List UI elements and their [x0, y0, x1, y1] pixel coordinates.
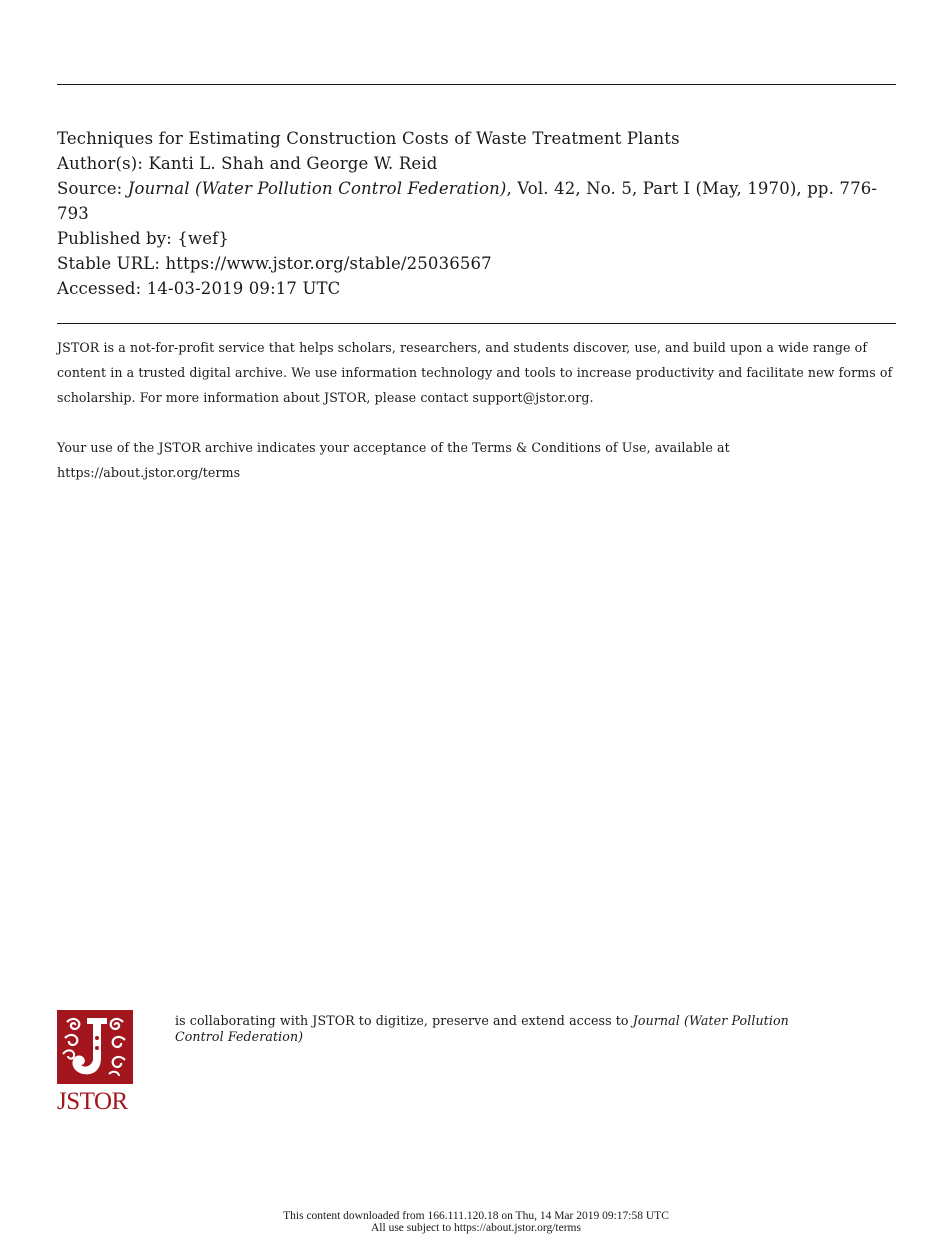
top-divider — [57, 84, 896, 85]
jstor-logo-mark-icon — [57, 1010, 133, 1084]
jstor-notice — [57, 335, 899, 485]
accessed-date: 14-03-2019 09:17 UTC — [146, 279, 341, 298]
jstor-logo — [57, 1010, 133, 1115]
authors-line — [57, 151, 899, 176]
terms-notice: All use subject to https://about.jstor.org/terms — [371, 1222, 581, 1234]
jstor-wordmark: JSTOR — [57, 1088, 128, 1115]
collaboration-text: is collaborating with JSTOR to digitize, preserve and extend access to — [175, 1013, 633, 1028]
source-details: , Vol. 42, No. 5, Part I (May, 1970), pp. 776-793 — [57, 179, 878, 223]
publisher: {wef} — [177, 229, 230, 248]
stable-url-line — [57, 251, 899, 276]
stable-url-label: Stable URL: — [57, 254, 161, 273]
article-title: Techniques for Estimating Construction Costs of Waste Treatment Plants — [57, 129, 680, 148]
jstor-about-paragraph: JSTOR is a not-for-profit service that helps scholars, researchers, and students discover, use, and build upon a wide range of content in a trusted digital archive. We use information technology and tools to increase productivity and facilitate new forms of scholarship. For more information about JSTOR, please contact support@jstor.org. — [57, 340, 893, 405]
middle-divider — [57, 323, 896, 324]
collaboration-journal: Journal (Water Pollution Control Federation) — [175, 1013, 789, 1044]
download-footer — [0, 1210, 952, 1234]
stable-url-link[interactable]: https://www.jstor.org/stable/25036567 — [165, 254, 492, 273]
publisher-label: Published by: — [57, 229, 172, 248]
terms-paragraph: Your use of the JSTOR archive indicates your acceptance of the Terms & Conditions of Use, available at https://about.jstor.org/terms — [57, 440, 730, 480]
authors: Kanti L. Shah and George W. Reid — [148, 154, 438, 173]
download-info: This content downloaded from 166.111.120.18 on Thu, 14 Mar 2019 09:17:58 UTC — [283, 1210, 669, 1222]
article-metadata — [57, 126, 899, 301]
publisher-line — [57, 226, 899, 251]
accessed-line — [57, 276, 899, 301]
accessed-label: Accessed: — [57, 279, 142, 298]
source-journal[interactable]: Journal (Water Pollution Control Federation) — [127, 179, 507, 198]
collaboration-statement — [175, 1013, 815, 1045]
source-label: Source: — [57, 179, 123, 198]
authors-label: Author(s): — [57, 154, 144, 173]
source-line — [57, 176, 899, 226]
